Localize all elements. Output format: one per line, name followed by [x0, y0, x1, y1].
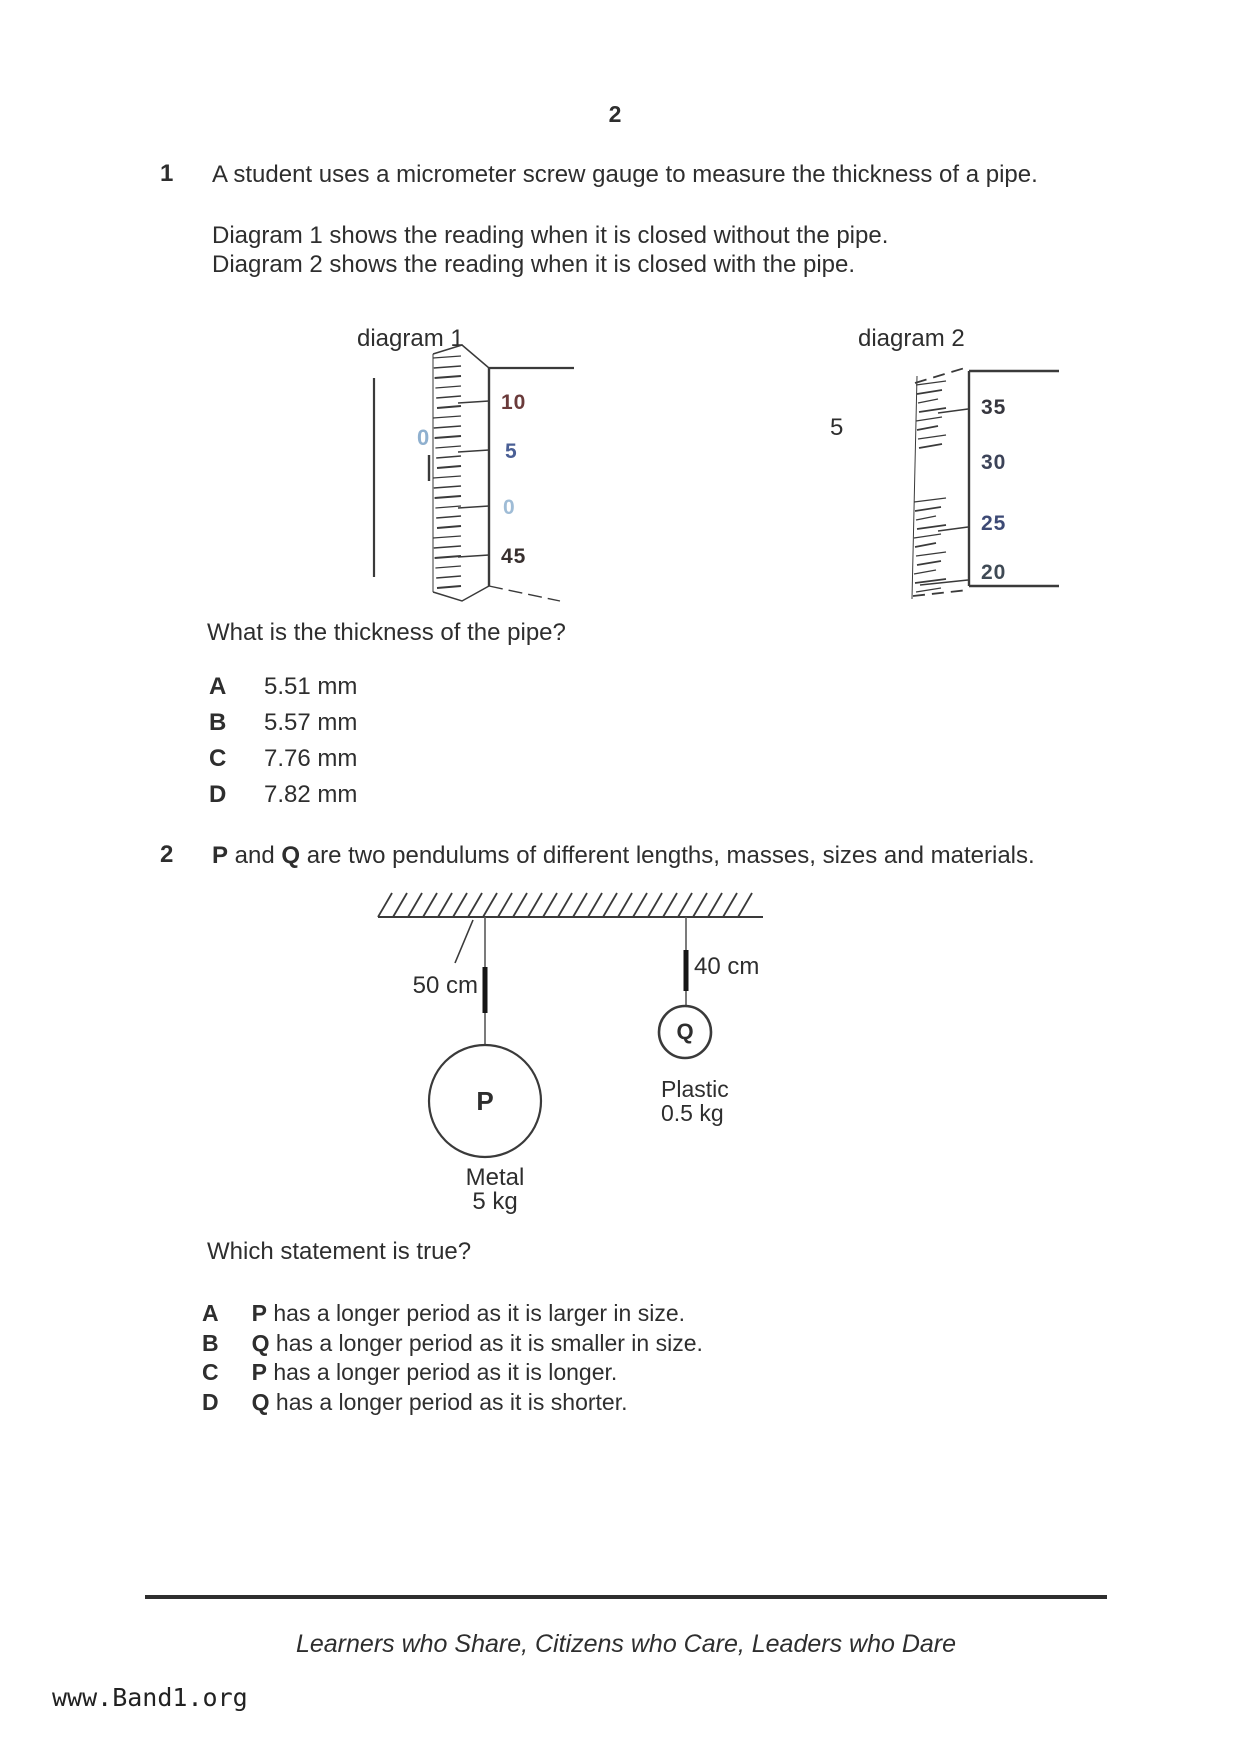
p-mass-label: 5 kg — [472, 1188, 518, 1215]
q2-question: Which statement is true? — [207, 1238, 472, 1265]
q1-option-b-text: 5.57 mm — [264, 709, 358, 736]
q1-option-a-text: 5.51 mm — [264, 673, 358, 700]
d1-scale-5: 5 — [505, 440, 518, 463]
q2-option-c-letter: C — [202, 1359, 219, 1385]
pendulum-diagram — [360, 880, 780, 1230]
q1-number: 1 — [160, 160, 174, 187]
q1-desc-line2: Diagram 2 shows the reading when it is closed with the pipe. — [212, 251, 856, 278]
q2-stem-p: P — [212, 842, 229, 869]
d1-sleeve-reading: 0 — [417, 425, 431, 450]
q1-option-c-letter: C — [209, 745, 227, 772]
d1-scale-45: 45 — [501, 545, 527, 568]
q2-option-d — [202, 1389, 628, 1416]
q2-option-a-subject: P — [251, 1300, 267, 1326]
q1-question: What is the thickness of the pipe? — [207, 619, 566, 646]
q2-option-b — [202, 1330, 703, 1357]
bob-q-label: Q — [676, 1019, 694, 1044]
q-material-label: Plastic — [661, 1076, 729, 1102]
d2-scale-25: 25 — [981, 512, 1007, 535]
footer-motto: Learners who Share, Citizens who Care, Leaders who Dare — [295, 1630, 957, 1658]
bob-p-label: P — [476, 1086, 494, 1116]
micrometer-diagram-2 — [800, 330, 1120, 620]
q1-desc-line1: Diagram 1 shows the reading when it is closed without the pipe. — [212, 222, 889, 249]
q2-option-c-text: has a longer period as it is longer. — [266, 1359, 618, 1385]
page-number: 2 — [608, 101, 622, 127]
diagram1-label: diagram 1 — [357, 325, 464, 352]
q2-option-b-subject: Q — [251, 1330, 270, 1356]
q2-option-b-text: has a longer period as it is smaller in size. — [269, 1330, 703, 1356]
q-length-label: 40 cm — [694, 953, 760, 980]
q2-option-c-subject: P — [251, 1359, 267, 1385]
d1-scale-10: 10 — [501, 391, 527, 414]
q2-number: 2 — [160, 841, 174, 868]
q-mass-label: 0.5 kg — [661, 1100, 724, 1126]
q2-stem — [212, 841, 1035, 870]
q2-option-d-subject: Q — [251, 1389, 270, 1415]
q1-option-d-text: 7.82 mm — [264, 781, 358, 808]
site-watermark: www.Band1.org — [52, 1683, 248, 1712]
footer-rule — [145, 1595, 1107, 1599]
q2-option-b-letter: B — [202, 1330, 219, 1356]
d2-scale-20: 20 — [981, 561, 1007, 584]
d2-scale-35: 35 — [981, 396, 1007, 419]
diagram2-label: diagram 2 — [858, 325, 965, 352]
p-material-label: Metal — [465, 1164, 525, 1191]
q2-option-d-text: has a longer period as it is shorter. — [269, 1389, 628, 1415]
q1-option-c-text: 7.76 mm — [264, 745, 358, 772]
q1-option-b-letter: B — [209, 709, 227, 736]
q1-stem: A student uses a micrometer screw gauge to measure the thickness of a pipe. — [212, 161, 1038, 188]
d2-sleeve-reading: 5 — [830, 414, 844, 441]
q2-stem-rest: are two pendulums of different lengths, masses, sizes and materials. — [300, 842, 1035, 869]
q2-option-a — [202, 1300, 685, 1327]
q2-option-a-letter: A — [202, 1300, 219, 1326]
d2-scale-30: 30 — [981, 451, 1007, 474]
q2-stem-and: and — [228, 842, 282, 869]
q2-option-c — [202, 1359, 617, 1386]
q2-stem-q: Q — [281, 842, 301, 869]
q2-option-a-text: has a longer period as it is larger in size. — [266, 1300, 686, 1326]
d1-scale-0: 0 — [503, 496, 516, 519]
micrometer-diagram-1 — [350, 340, 650, 620]
p-length-label: 50 cm — [412, 972, 478, 999]
q1-option-a-letter: A — [209, 673, 227, 700]
q2-option-d-letter: D — [202, 1389, 219, 1415]
q1-option-d-letter: D — [209, 781, 227, 808]
